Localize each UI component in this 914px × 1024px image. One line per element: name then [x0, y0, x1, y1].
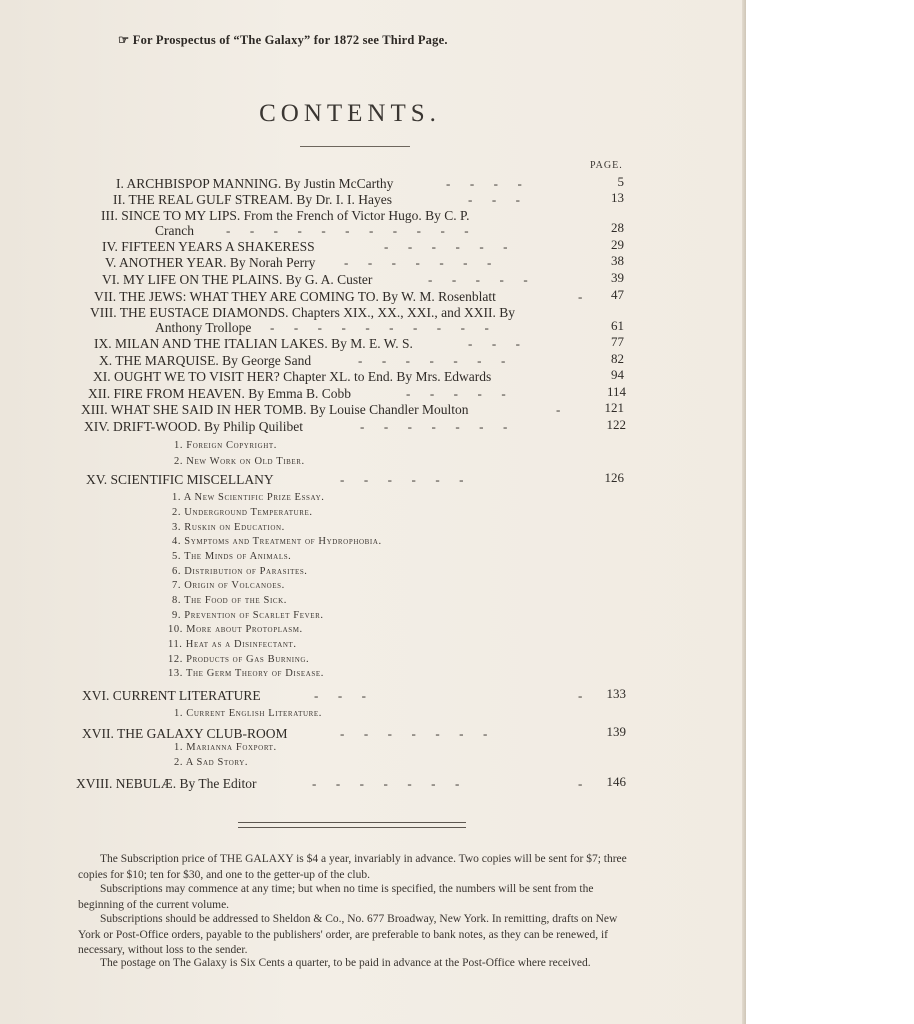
sub-entry: 4. Symptoms and Treatment of Hydrophobia.: [172, 536, 382, 547]
page-number: 38: [611, 253, 624, 268]
sub-entry: 1. Current English Literature.: [174, 708, 322, 719]
page-number: 13: [611, 190, 624, 205]
title-rule: [300, 146, 410, 147]
notice-paragraph: The Subscription price of THE GALAXY is $4 a year, invariably in advance. Two copies will be sent for $7; three copies for $10; ten for $30, and one to the getter-up of the club.: [78, 853, 627, 881]
dot-leader: - - -: [468, 192, 520, 207]
toc-entry: II. THE REAL GULF STREAM. By Dr. I. I. Hayes: [113, 192, 392, 207]
section-divider: [238, 822, 466, 828]
dot-leader: - - - - - - -: [340, 726, 488, 741]
page-title: CONTENTS.: [259, 100, 441, 127]
sub-entry: 6. Distribution of Parasites.: [172, 566, 308, 577]
page-number: 61: [611, 318, 624, 333]
dot-leader: -: [578, 289, 583, 304]
toc-entry: V. ANOTHER YEAR. By Norah Perry: [105, 255, 316, 270]
notice-paragraph: The postage on The Galaxy is Six Cents a quarter, to be paid in advance at the Post-Office where received.: [100, 957, 591, 969]
toc-entry-continuation: Anthony Trollope: [155, 320, 252, 335]
prospectus-notice: ☞ For Prospectus of “The Galaxy” for 1872 see Third Page.: [118, 33, 448, 47]
toc-entry: XVI. CURRENT LITERATURE: [82, 688, 261, 703]
page-column-heading: PAGE.: [590, 160, 623, 171]
toc-entry: XVII. THE GALAXY CLUB-ROOM: [82, 726, 288, 741]
page-edge: [742, 0, 746, 1024]
page-number: 28: [611, 220, 624, 235]
sub-entry: 10. More about Protoplasm.: [168, 624, 303, 635]
page-number: 94: [611, 367, 624, 382]
sub-entry: 12. Products of Gas Burning.: [168, 654, 310, 665]
toc-entry: XVIII. NEBULÆ. By The Editor: [76, 776, 257, 791]
sub-entry: 9. Prevention of Scarlet Fever.: [172, 610, 324, 621]
page-number: 126: [604, 470, 624, 485]
sub-entry: 13. The Germ Theory of Disease.: [168, 668, 324, 679]
dot-leader: - - - - -: [406, 386, 506, 401]
dot-leader: - - - - - - - - - -: [270, 320, 489, 335]
toc-entry: I. ARCHBISPOP MANNING. By Justin McCarthy: [116, 176, 394, 191]
dot-leader: - - - - - - - - - - -: [226, 223, 469, 238]
page-number: 47: [611, 287, 624, 302]
sub-entry: 2. New Work on Old Tiber.: [174, 456, 305, 467]
toc-entry: VI. MY LIFE ON THE PLAINS. By G. A. Custer: [102, 272, 373, 287]
sub-entry: 7. Origin of Volcanoes.: [172, 580, 285, 591]
sub-entry: 2. Underground Temperature.: [172, 507, 313, 518]
page-number: 133: [606, 686, 626, 701]
toc-entry: VIII. THE EUSTACE DIAMONDS. Chapters XIX., XX., XXI., and XXII. By: [90, 305, 515, 320]
dot-leader: - - - - - - -: [360, 419, 508, 434]
sub-entry: 1. Foreign Copyright.: [174, 440, 278, 451]
page-number: 146: [606, 774, 626, 789]
toc-entry: III. SINCE TO MY LIPS. From the French of Victor Hugo. By C. P.: [101, 208, 470, 223]
toc-entry: XIII. WHAT SHE SAID IN HER TOMB. By Louise Chandler Moulton: [81, 402, 469, 417]
page-number: 82: [611, 351, 624, 366]
toc-entry-continuation: Cranch: [155, 223, 194, 238]
dot-leader: - - - - - - -: [358, 353, 506, 368]
toc-entry: XV. SCIENTIFIC MISCELLANY: [86, 472, 274, 487]
notice-paragraph: Subscriptions should be addressed to Sheldon & Co., No. 677 Broadway, New York. In remitting, drafts on New York or Post-Office orders, payable to the publishers' order, are preferable to bank notes, as they can be renewed, if necessary, without loss to the sender.: [78, 913, 618, 956]
dot-leader: -: [578, 688, 583, 703]
toc-entry: X. THE MARQUISE. By George Sand: [99, 353, 312, 368]
dot-leader: - - - - - - -: [344, 255, 492, 270]
page-number: 39: [611, 270, 624, 285]
sub-entry: 8. The Food of the Sick.: [172, 595, 288, 606]
page-number: 139: [606, 724, 626, 739]
toc-entry: XI. OUGHT WE TO VISIT HER? Chapter XL. to End. By Mrs. Edwards: [93, 369, 492, 384]
sub-entry: 1. A New Scientific Prize Essay.: [172, 492, 325, 503]
page-number: 114: [606, 384, 626, 399]
toc-entry: VII. THE JEWS: WHAT THEY ARE COMING TO. By W. M. Rosenblatt: [94, 289, 496, 304]
dot-leader: - - -: [468, 336, 520, 351]
sub-entry: 1. Marianna Foxport.: [174, 742, 277, 753]
page-number: 122: [606, 417, 626, 432]
page-number: 29: [611, 237, 624, 252]
dot-leader: -: [578, 776, 583, 791]
sub-entry: 11. Heat as a Disinfectant.: [168, 639, 297, 650]
dot-leader: - - - - - -: [384, 239, 508, 254]
dot-leader: - - - - - - -: [312, 776, 460, 791]
toc-entry: IX. MILAN AND THE ITALIAN LAKES. By M. E. W. S.: [94, 336, 413, 351]
toc-entry: IV. FIFTEEN YEARS A SHAKERESS: [102, 239, 315, 254]
notice-paragraph: Subscriptions may commence at any time; but when no time is specified, the numbers will be sent from the beginning of the current volume.: [78, 883, 594, 911]
sub-entry: 5. The Minds of Animals.: [172, 551, 292, 562]
sub-entry: 2. A Sad Story.: [174, 757, 249, 768]
dot-leader: - - - - - -: [340, 472, 464, 487]
sub-entry: 3. Ruskin on Education.: [172, 522, 285, 533]
dot-leader: -: [556, 402, 561, 417]
page-number: 5: [617, 174, 624, 189]
toc-entry: XII. FIRE FROM HEAVEN. By Emma B. Cobb: [88, 386, 352, 401]
toc-entry: XIV. DRIFT-WOOD. By Philip Quilibet: [84, 419, 304, 434]
dot-leader: - - - -: [446, 176, 522, 191]
page-number: 121: [604, 400, 624, 415]
dot-leader: - - - - -: [428, 272, 528, 287]
dot-leader: - - -: [314, 688, 366, 703]
page-number: 77: [611, 334, 624, 349]
